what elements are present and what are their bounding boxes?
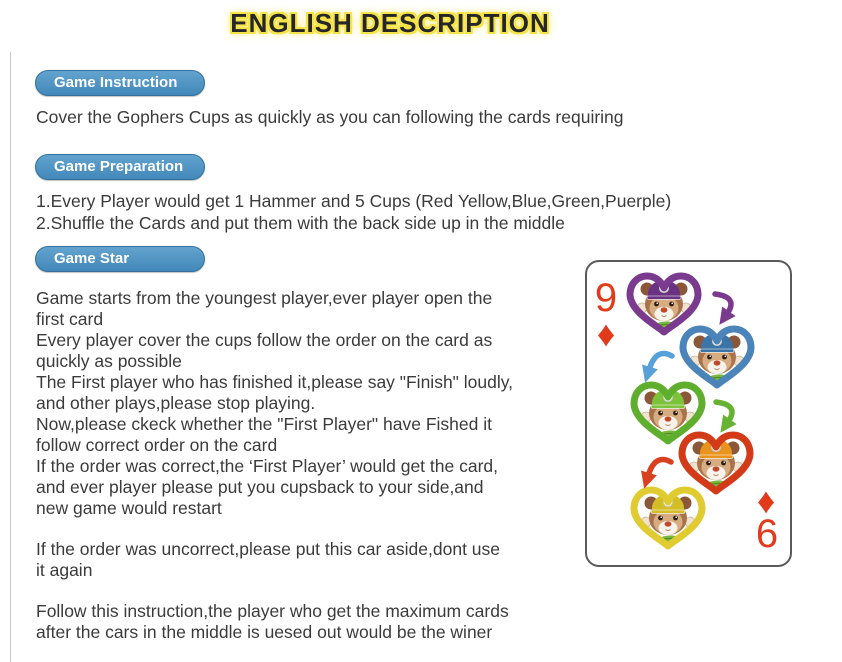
instruction-line: Cover the Gophers Cups as quickly as you can following the cards requiring bbox=[36, 107, 624, 127]
game-star-paragraph-2 bbox=[36, 539, 500, 581]
body-line: and other plays,please stop playing. bbox=[36, 393, 316, 413]
page-title: ENGLISH DESCRIPTION bbox=[230, 8, 550, 38]
game-star-paragraph-3 bbox=[36, 601, 509, 643]
game-star-paragraph-1 bbox=[36, 288, 513, 519]
curved-arrow-icon bbox=[649, 353, 672, 370]
body-line: new game would restart bbox=[36, 498, 222, 518]
body-line: Follow this instruction,the player who get the maximum cards bbox=[36, 601, 509, 621]
body-line: The First player who has finished it,please say "Finish" loudly, bbox=[36, 372, 514, 392]
diamond-suit-icon: ♦ bbox=[596, 313, 616, 354]
game-instruction-text bbox=[36, 107, 624, 128]
curved-arrow-icon bbox=[715, 294, 731, 314]
body-line: If the order was correct,the ‘First Player’ would get the card, bbox=[36, 456, 498, 476]
body-line: Game starts from the youngest player,ever player open the bbox=[36, 288, 493, 308]
preparation-line: 2.Shuffle the Cards and put them with the back side up in the middle bbox=[36, 213, 565, 233]
body-line: and ever player please put you cupsback to your side,and bbox=[36, 477, 484, 497]
diamond-suit-icon: ♦ bbox=[756, 480, 776, 521]
playing-card-9-of-diamonds bbox=[585, 260, 792, 567]
badge-game-instruction: Game Instruction bbox=[35, 70, 205, 96]
gopher-heart-yellow bbox=[634, 490, 702, 546]
body-line: quickly as possible bbox=[36, 351, 182, 371]
body-line: it again bbox=[36, 560, 93, 580]
body-line: Every player cover the cups follow the order on the card as bbox=[36, 330, 493, 350]
body-line: Now,please ckeck whether the "First Player" have Fished it bbox=[36, 414, 492, 434]
curved-arrow-icon bbox=[648, 459, 671, 476]
body-line: after the cars in the middle is uesed out would be the winer bbox=[36, 622, 493, 642]
body-line: If the order was uncorrect,please put this car aside,dont use bbox=[36, 539, 501, 559]
gopher-heart-purple bbox=[630, 276, 698, 332]
scan-edge-line bbox=[10, 52, 11, 662]
card-rank-top: 9 bbox=[594, 276, 618, 320]
game-preparation-text bbox=[36, 190, 671, 234]
badge-game-star: Game Star bbox=[35, 246, 205, 272]
gopher-heart-blue bbox=[683, 329, 751, 385]
curved-arrow-icon bbox=[716, 402, 732, 422]
gopher-heart-green bbox=[634, 385, 702, 441]
gopher-heart-red bbox=[682, 435, 750, 491]
card-rank-bottom: 6 bbox=[755, 512, 779, 556]
body-line: follow correct order on the card bbox=[36, 435, 278, 455]
badge-game-preparation: Game Preparation bbox=[35, 154, 205, 180]
preparation-line: 1.Every Player would get 1 Hammer and 5 Cups (Red Yellow,Blue,Green,Puerple) bbox=[36, 191, 672, 211]
playing-card-art bbox=[585, 260, 792, 567]
body-line: first card bbox=[36, 309, 104, 329]
